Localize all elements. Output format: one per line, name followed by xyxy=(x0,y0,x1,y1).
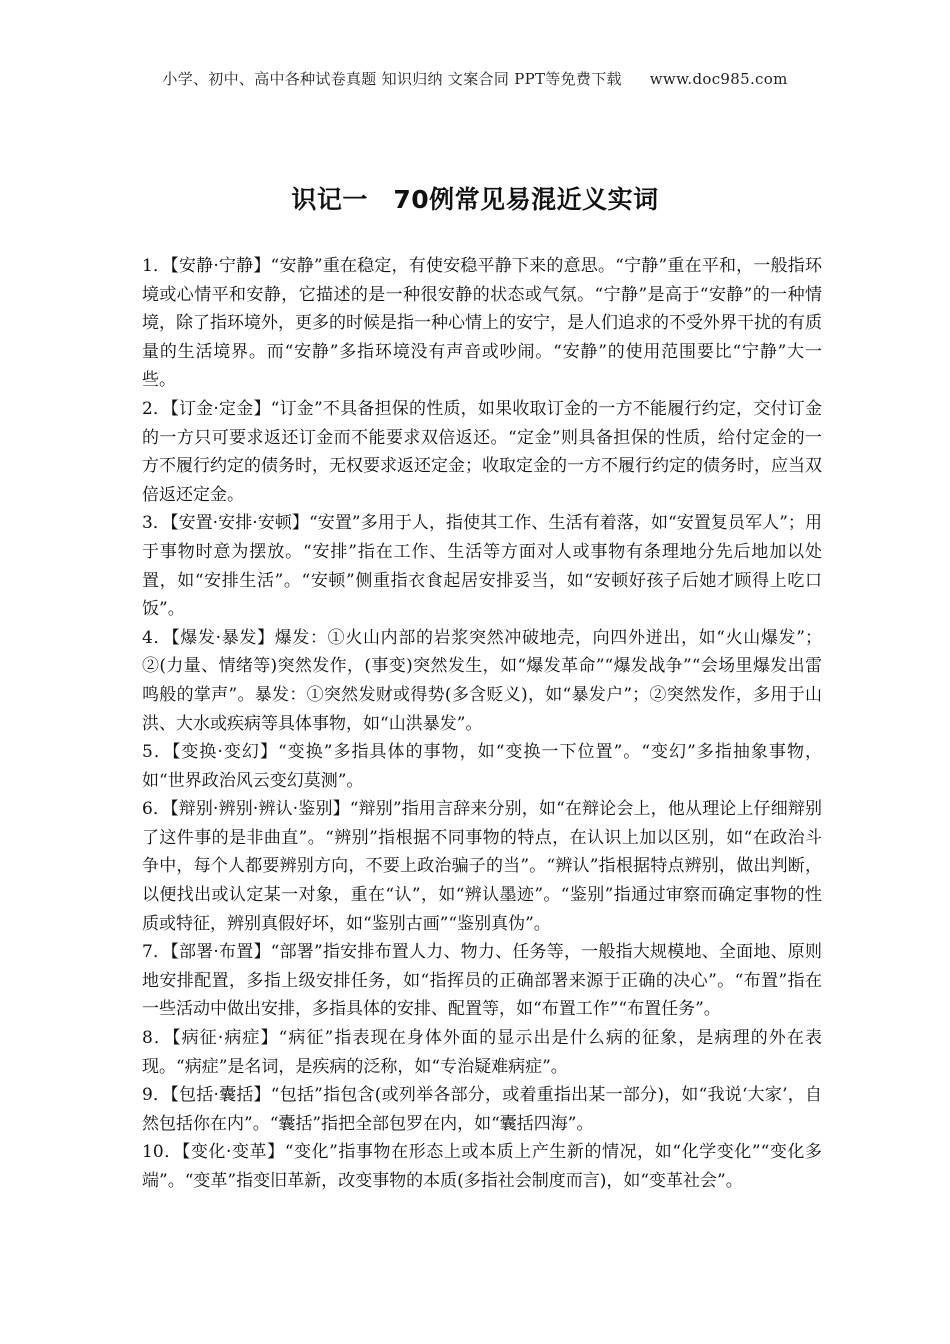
page-header xyxy=(0,68,950,89)
entry-8: 8．【病征·病症】“病征”指表现在身体外面的显示出是什么病的征象，是病理的外在表现。“病症”是名词，是疾病的泛称，如“专治疑难病症”。 xyxy=(142,1028,822,1077)
entry-5: 5．【变换·变幻】“变换”多指具体的事物，如“变换一下位置”。“变幻”多指抽象事物，如“世界政治风云变幻莫测”。 xyxy=(142,742,822,791)
entry-4: 4．【爆发·暴发】爆发：①火山内部的岩浆突然冲破地壳，向四外迸出，如“火山爆发”；②(力量、情绪等)突然发作，(事变)突然发生，如“爆发革命”“爆发战争”“会场里爆发出雷鸣般的掌声”。暴发：①突然发财或得势(多含贬义)，如“暴发户”；②突然发作，多用于山洪、大水或疾病等具体事物，如“山洪暴发”。 xyxy=(142,627,822,734)
header-tagline: 小学、初中、高中各种试卷真题 知识归纳 文案合同 PPT等免费下载 xyxy=(162,70,622,88)
entry-2: 2．【订金·定金】“订金”不具备担保的性质，如果收取订金的一方不能履行约定，交付订金的一方只可要求返还订金而不能要求双倍返还。“定金”则具备担保的性质，给付定金的一方不履行约定的债务时，无权要求返还定金；收取定金的一方不履行约定的债务时，应当双倍返还定金。 xyxy=(142,398,822,505)
entry-7: 7．【部署·布置】“部署”指安排布置人力、物力、任务等，一般指大规模地、全面地、原则地安排配置，多指上级安排任务，如“指挥员的正确部署来源于正确的决心”。“布置”指在一些活动中做出安排，多指具体的安排、配置等，如“布置工作”“布置任务”。 xyxy=(142,942,822,1020)
entry-3: 3．【安置·安排·安顿】“安置”多用于人，指使其工作、生活有着落，如“安置复员军人”；用于事物时意为摆放。“安排”指在工作、生活等方面对人或事物有条理地分先后地加以处置，如“安排生活”。“安顿”侧重指衣食起居安排妥当，如“安顿好孩子后她才顾得上吃口饭”。 xyxy=(142,513,822,620)
entry-9: 9．【包括·囊括】“包括”指包含(或列举各部分，或着重指出某一部分)，如“我说‘大家’，自然包括你在内”。“囊括”指把全部包罗在内，如“囊括四海”。 xyxy=(142,1085,822,1134)
page-title: 识记一 70例常见易混近义实词 xyxy=(291,185,659,214)
entry-10: 10．【变化·变革】“变化”指事物在形态上或本质上产生新的情况，如“化学变化”“变化多端”。“变革”指变旧革新，改变事物的本质(多指社会制度而言)，如“变革社会”。 xyxy=(142,1142,822,1191)
entry-1: 1．【安静·宁静】“安静”重在稳定，有使安稳平静下来的意思。“宁静”重在平和，一般指环境或心情平和安静，它描述的是一种很安静的状态或气氛。“宁静”是高于“安静”的一种情境，除了指环境外，更多的时候是指一种心情上的安宁，是人们追求的不受外界干扰的有质量的生活境界。而“安静”多指环境没有声音或吵闹。“安静”的使用范围要比“宁静”大一些。 xyxy=(142,256,822,391)
header-site-link[interactable]: www.doc985.com xyxy=(649,70,788,88)
entry-list xyxy=(142,252,822,1196)
entry-6: 6．【辩别·辨别·辨认·鉴别】“辩别”指用言辞来分别，如“在辩论会上，他从理论上仔细辩别了这件事的是非曲直”。“辨别”指根据不同事物的特点，在认识上加以区别，如“在政治斗争中，每个人都要辨别方向，不要上政治骗子的当”。“辨认”指根据特点辨别，做出判断，以便找出或认定某一对象，重在“认”，如“辨认墨迹”。“鉴别”指通过审察而确定事物的性质或特征，辨别真假好坏，如“鉴别古画”“鉴别真伪”。 xyxy=(142,799,822,934)
